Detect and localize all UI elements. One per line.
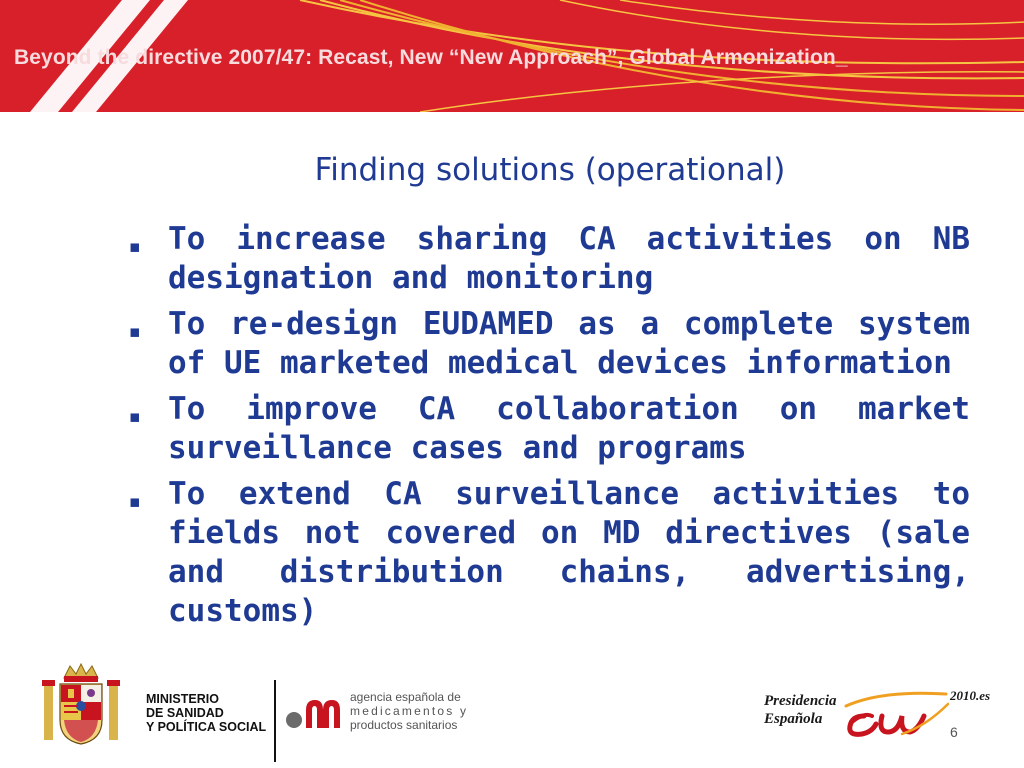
eu-presidency-site: 2010.es [950,688,991,703]
aemps-logo-text [350,690,480,732]
header-banner [0,0,1024,112]
aemps-line: medicamentos y [350,704,469,718]
spain-coat-of-arms-icon [40,662,122,748]
bullet-text: To re-design EUDAMED as a complete system of UE marketed medical devices information [168,306,970,381]
aemps-logo-icon [286,696,346,728]
square-bullet-icon: ▪ [129,407,141,427]
ministerio-logo-text [146,692,276,734]
presidencia-line: Española [764,711,823,727]
aemps-line: productos sanitarios [350,718,458,732]
list-item [126,305,970,383]
eu-presidency-logo-icon [842,686,952,738]
bullet-text: To extend CA surveillance activities to fields not covered on MD directives (sale and distribution chains, advertising, customs) [168,476,970,629]
bullet-list [126,220,970,638]
bullet-text: To improve CA collaboration on market surveillance cases and programs [168,391,970,466]
list-item [126,475,970,631]
presentation-title: Beyond the directive 2007/47: Recast, New “New Approach”, Global Armonization_ [14,46,848,69]
list-item [126,390,970,468]
square-bullet-icon: ▪ [129,237,141,257]
logo-divider [274,680,276,762]
bullet-text: To increase sharing CA activities on NB designation and monitoring [168,221,970,296]
square-bullet-icon: ▪ [129,322,141,342]
presidencia-line: Presidencia [764,693,837,709]
presidencia-logo-text [764,692,837,728]
ministerio-line: Y POLÍTICA SOCIAL [146,720,267,734]
ministerio-line: MINISTERIO [146,692,219,706]
ministerio-line: DE SANIDAD [146,706,224,720]
square-bullet-icon: ▪ [129,492,141,512]
list-item [126,220,970,298]
page-number: 6 [950,724,958,740]
aemps-line: agencia española de [350,690,461,704]
footer [0,652,1024,768]
slide-title: Finding solutions (operational) [314,152,786,188]
